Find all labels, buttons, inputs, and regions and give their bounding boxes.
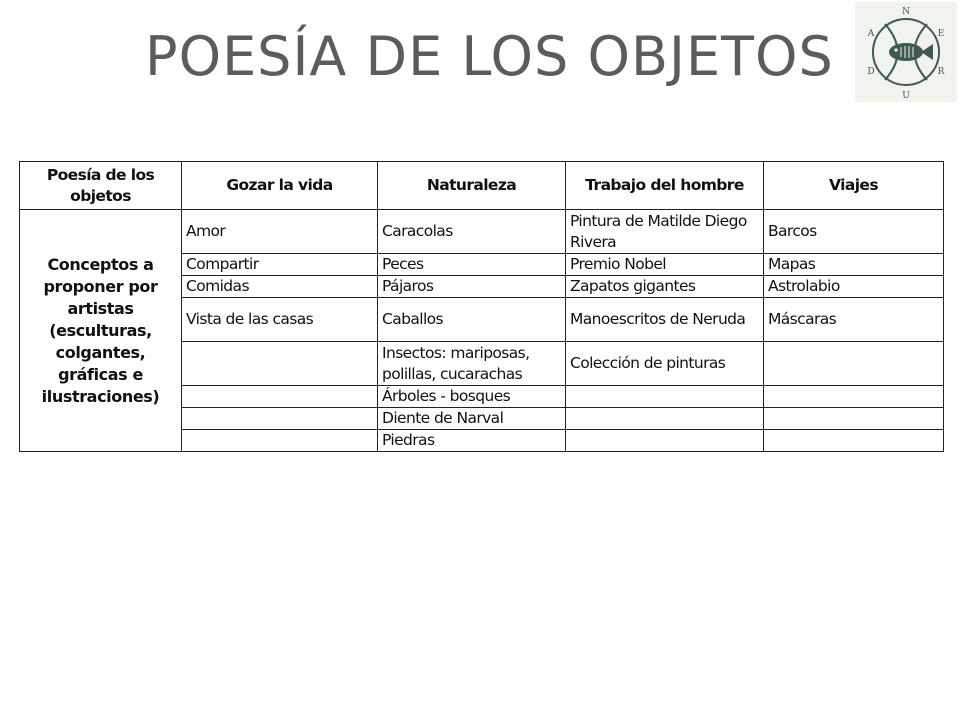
cell-viajes: Barcos — [764, 210, 944, 254]
cell-gozar — [182, 386, 378, 408]
cell-naturaleza: Insectos: mariposas, polillas, cucarachas — [378, 342, 566, 386]
cell-trabajo — [566, 430, 764, 452]
cell-viajes — [764, 342, 944, 386]
cell-viajes: Astrolabio — [764, 276, 944, 298]
logo-letter-n: N — [902, 7, 910, 17]
logo-letter-d: D — [867, 67, 875, 77]
table-header-row — [20, 162, 944, 210]
header-viajes: Viajes — [764, 162, 944, 210]
logo-letter-r: R — [937, 67, 945, 77]
concepts-label: Conceptos a proponer por artistas (esculturas, colgantes, gráficas e ilustraciones) — [20, 210, 182, 452]
cell-naturaleza: Diente de Narval — [378, 408, 566, 430]
cell-naturaleza: Piedras — [378, 430, 566, 452]
objects-table — [19, 161, 944, 452]
cell-gozar: Amor — [182, 210, 378, 254]
cell-viajes: Máscaras — [764, 298, 944, 342]
cell-gozar: Compartir — [182, 254, 378, 276]
header-trabajo-hombre: Trabajo del hombre — [566, 162, 764, 210]
cell-trabajo — [566, 386, 764, 408]
header-gozar-vida: Gozar la vida — [182, 162, 378, 210]
cell-naturaleza: Peces — [378, 254, 566, 276]
logo-letter-u: U — [902, 91, 910, 101]
cell-trabajo: Premio Nobel — [566, 254, 764, 276]
cell-gozar — [182, 430, 378, 452]
cell-viajes: Mapas — [764, 254, 944, 276]
cell-naturaleza: Árboles - bosques — [378, 386, 566, 408]
cell-gozar: Comidas — [182, 276, 378, 298]
logo-letter-e: E — [937, 29, 945, 39]
cell-gozar — [182, 342, 378, 386]
header-poesia-objetos: Poesía de los objetos — [20, 162, 182, 210]
cell-trabajo — [566, 408, 764, 430]
cell-gozar — [182, 408, 378, 430]
logo-letter-a: A — [867, 29, 875, 39]
page-title: POESÍA DE LOS OBJETOS — [145, 25, 834, 88]
fish-seal-icon — [855, 2, 957, 102]
cell-trabajo: Pintura de Matilde Diego Rivera — [566, 210, 764, 254]
header-naturaleza: Naturaleza — [378, 162, 566, 210]
neruda-logo — [855, 2, 957, 102]
cell-trabajo: Manoescritos de Neruda — [566, 298, 764, 342]
cell-naturaleza: Pájaros — [378, 276, 566, 298]
cell-viajes — [764, 386, 944, 408]
cell-trabajo: Colección de pinturas — [566, 342, 764, 386]
cell-viajes — [764, 408, 944, 430]
table-row — [20, 210, 944, 254]
cell-naturaleza: Caracolas — [378, 210, 566, 254]
cell-gozar: Vista de las casas — [182, 298, 378, 342]
cell-viajes — [764, 430, 944, 452]
cell-naturaleza: Caballos — [378, 298, 566, 342]
cell-trabajo: Zapatos gigantes — [566, 276, 764, 298]
